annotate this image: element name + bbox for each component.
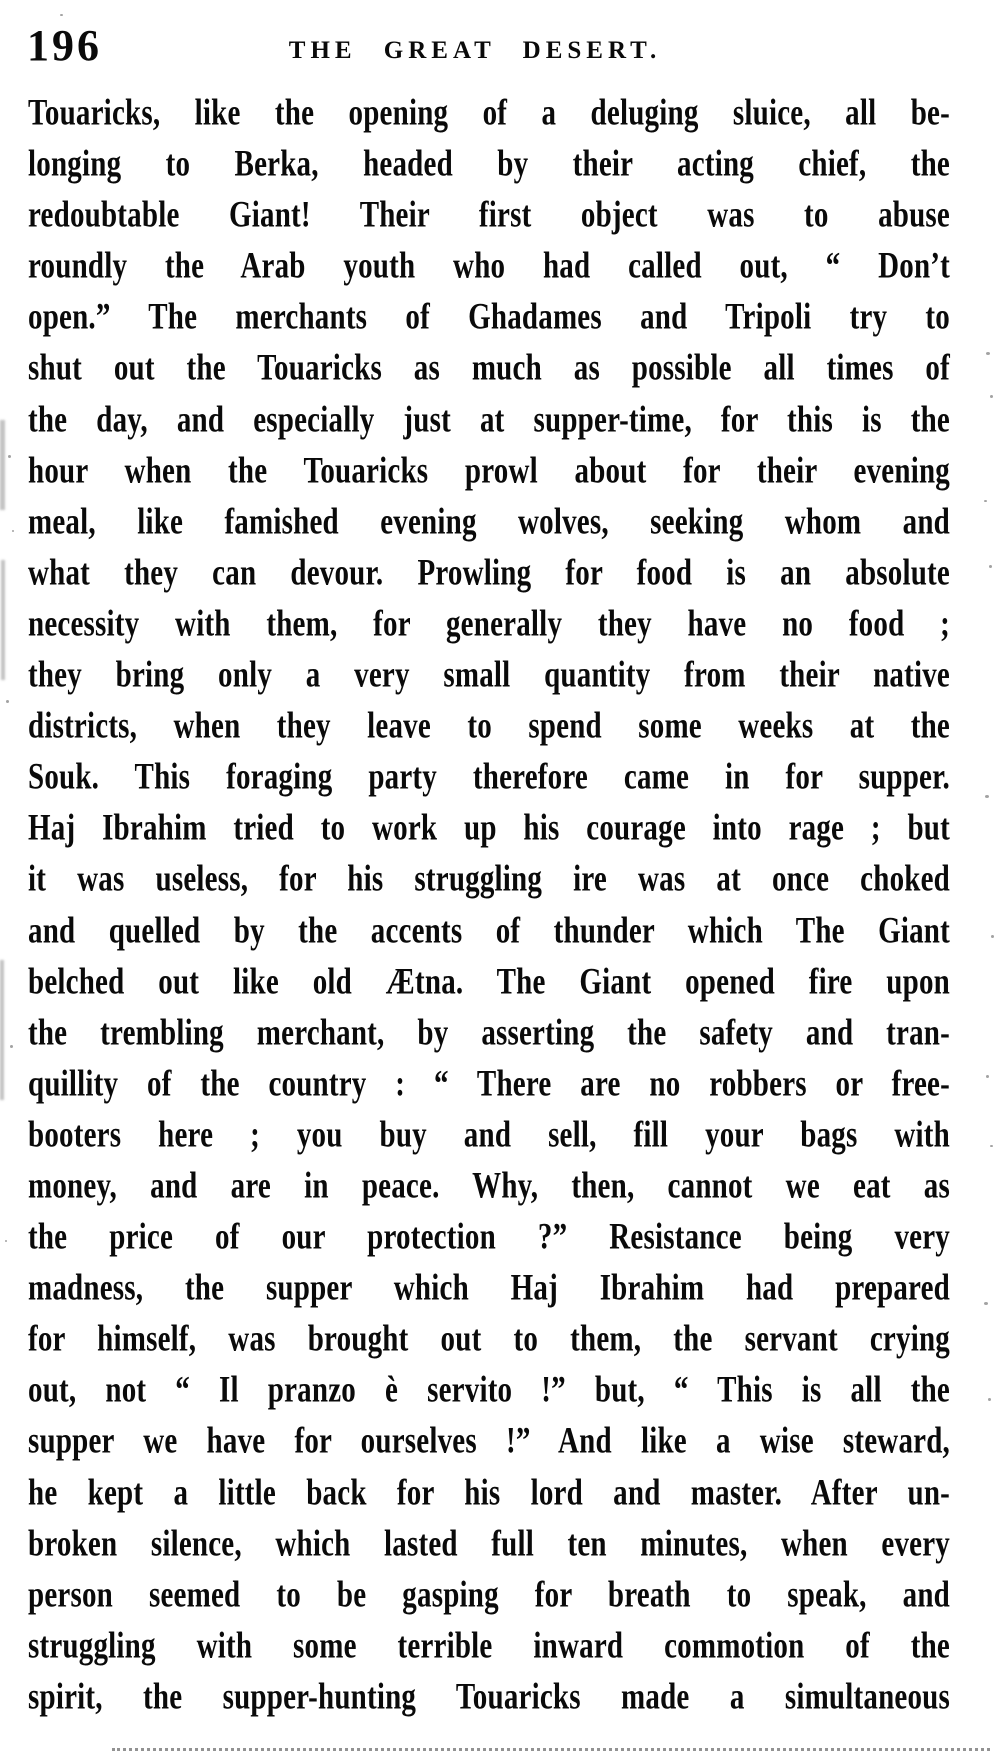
text-line: broken silence, which lasted full ten minutes, when every: [28, 1522, 950, 1564]
text-line: hour when the Touaricks prowl about for their evening: [28, 450, 950, 491]
text-line: Souk. This foraging party therefore came in for supper.: [28, 756, 950, 798]
scan-noise-speck: [8, 455, 11, 458]
running-header-title: THE GREAT DESERT.: [288, 37, 662, 64]
text-line: out, not “ Il pranzo è servito !” but, “ This is all the: [28, 1369, 950, 1411]
scan-noise-speck: [988, 1398, 991, 1401]
text-line: longing to Berka, headed by their acting chief, the: [28, 143, 950, 185]
text-line: the day, and especially just at supper-time, for this is the: [28, 398, 950, 440]
scan-noise-streak: [0, 960, 4, 1100]
text-line: open.” The merchants of Ghadames and Tripoli try to: [28, 296, 950, 338]
scan-noise-speck: [60, 14, 63, 16]
text-line: the trembling merchant, by asserting the safety and tran-: [28, 1012, 950, 1054]
scan-noise-speck: [986, 352, 990, 355]
text-line: districts, when they leave to spend some weeks at the: [28, 705, 950, 747]
body-text-block: [28, 88, 950, 1723]
text-line: madness, the supper which Haj Ibrahim had prepared: [28, 1267, 950, 1309]
text-line: for himself, was brought out to them, the servant crying: [28, 1318, 950, 1360]
text-line: struggling with some terrible inward commotion of the: [28, 1625, 950, 1667]
scan-noise-speck: [985, 795, 989, 798]
scan-noise-speck: [984, 500, 987, 502]
scan-noise-speck: [989, 565, 992, 568]
scan-noise-speck: [6, 700, 9, 703]
text-line: person seemed to be gasping for breath to speak, and: [28, 1574, 950, 1616]
text-line: necessity with them, for generally they have no food ;: [28, 603, 950, 645]
scan-noise-speck: [10, 1045, 13, 1048]
text-line: shut out the Touaricks as much as possible all times of: [28, 347, 950, 389]
text-line: and quelled by the accents of thunder which The Giant: [28, 909, 950, 951]
scan-noise-streak: [0, 420, 5, 510]
text-line: Haj Ibrahim tried to work up his courage into rage ; but: [28, 807, 950, 849]
text-line: money, and are in peace. Why, then, cannot we eat as: [28, 1165, 950, 1207]
text-line: meal, like famished evening wolves, seeking whom and: [28, 501, 950, 543]
scan-noise-speck: [986, 1075, 989, 1078]
text-line: supper we have for ourselves !” And like a wise steward,: [28, 1420, 950, 1462]
text-line: what they can devour. Prowling for food is an absolute: [28, 552, 950, 594]
text-line: the price of our protection ?” Resistance being very: [28, 1216, 950, 1258]
scan-noise-speck: [12, 530, 14, 532]
text-line: roundly the Arab youth who had called out, “ Don’t: [28, 245, 950, 287]
text-line: it was useless, for his struggling ire was at once choked: [28, 858, 950, 900]
text-line: belched out like old Ætna. The Giant opened fire upon: [28, 960, 950, 1002]
page-number: 196: [27, 21, 102, 70]
text-line: they bring only a very small quantity from their native: [28, 654, 950, 696]
text-line: quillity of the country : “ There are no robbers or free-: [28, 1063, 950, 1105]
text-line: he kept a little back for his lord and master. After un-: [28, 1471, 950, 1513]
scan-noise-speck: [990, 395, 993, 398]
scan-noise-speck: [991, 935, 994, 938]
scan-noise-speck: [984, 1302, 988, 1305]
text-line: spirit, the supper-hunting Touaricks made a simultaneous: [28, 1676, 950, 1718]
text-line: redoubtable Giant! Their first object was to abuse: [28, 194, 950, 236]
scan-noise-speck: [990, 1145, 993, 1147]
text-line: Touaricks, like the opening of a deluging sluice, all be-: [28, 92, 950, 134]
scan-bottom-rule-artifact: [112, 1748, 990, 1751]
scan-noise-streak: [1, 560, 5, 680]
text-line: booters here ; you buy and sell, fill your bags with: [28, 1114, 950, 1156]
scan-noise-speck: [5, 1240, 7, 1242]
